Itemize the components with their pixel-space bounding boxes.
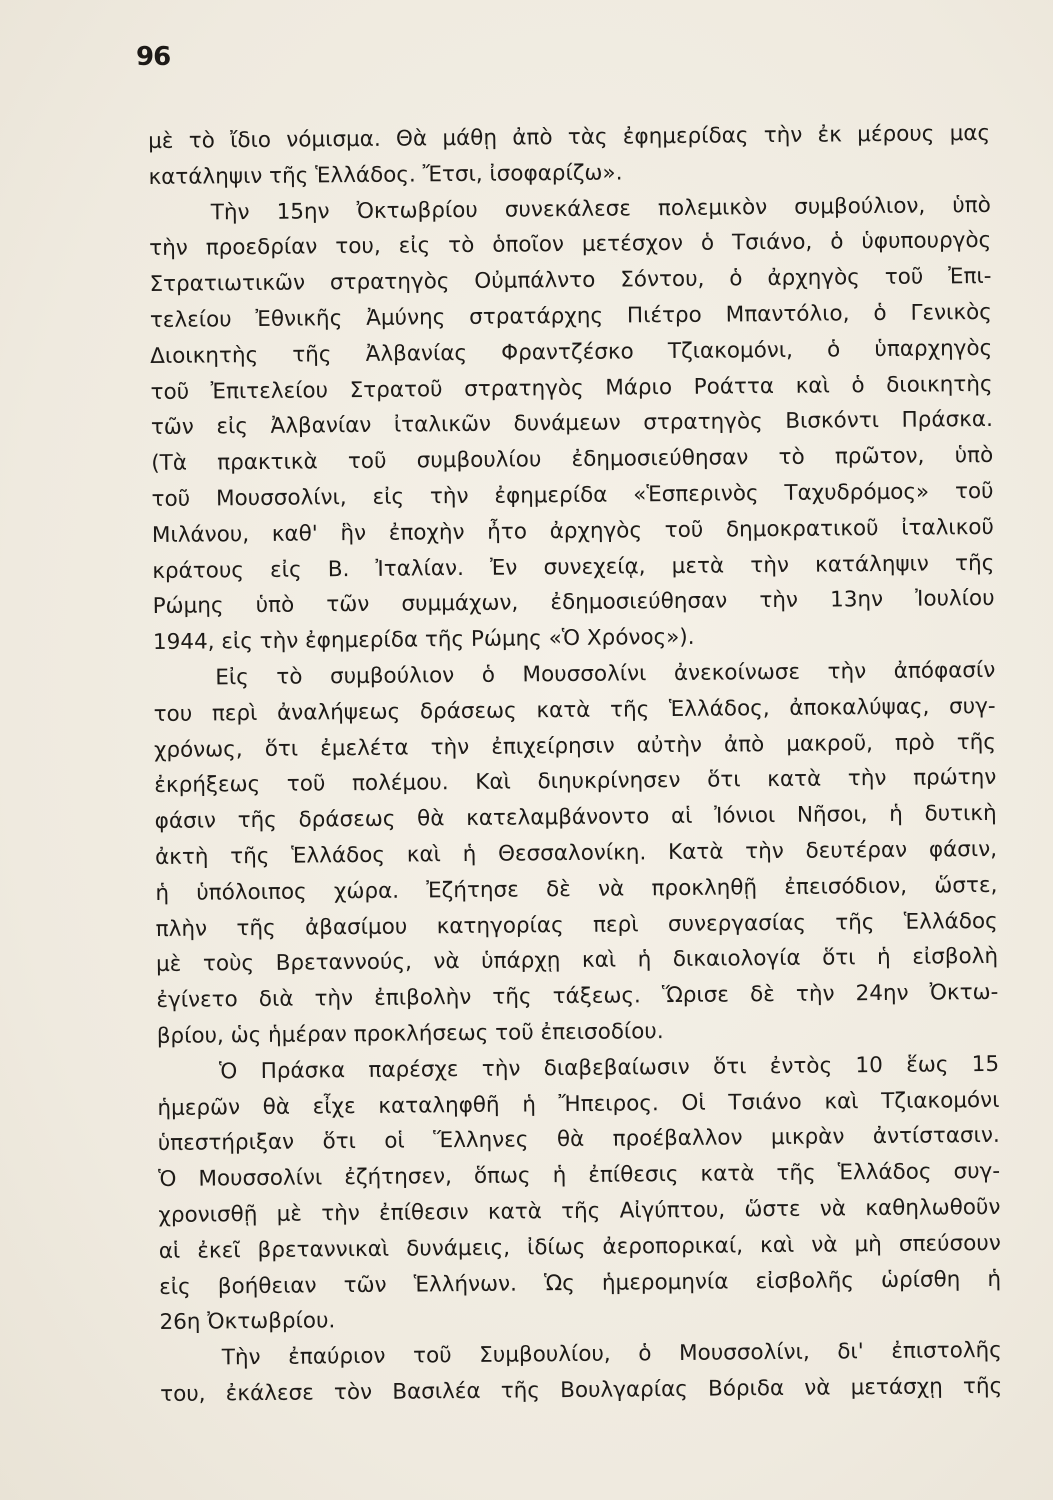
- text-line: Διοικητὴς τῆς Ἀλβανίας Φραντζέσκο Τζιακομόνι, ὁ ὑπαρχηγὸς: [150, 335, 993, 369]
- text-line: Μιλάνου, καθ' ἣν ἐποχὴν ἦτο ἀρχηγὸς τοῦ δημοκρατικοῦ ἰταλικοῦ: [151, 514, 995, 548]
- text-line: 26η Ὀκτωβρίου.: [159, 1308, 336, 1336]
- text-line: ἡ ὑπόλοιπος χώρα. Ἐζήτησε δὲ νὰ προκληθῇ ἐπεισόδιον, ὥστε,: [155, 872, 998, 906]
- text-line: χρονισθῇ μὲ τὴν ἐπίθεσιν κατὰ τῆς Αἰγύπτου, ὥστε νὰ καθηλωθοῦν: [158, 1194, 1001, 1228]
- text-line: (Τὰ πρακτικὰ τοῦ συμβουλίου ἐδημοσιεύθησαν τὸ πρῶτον, ὑπὸ: [151, 443, 994, 477]
- text-line: του, ἐκάλεσε τὸν Βασιλέα τῆς Βουλγαρίας Βόριδα νὰ μετάσχῃ τῆς: [160, 1373, 1003, 1407]
- text-line: αἱ ἐκεῖ βρεταννικαὶ δυνάμεις, ἰδίως ἀεροπορικαί, καὶ νὰ μὴ σπεύσουν: [158, 1230, 1001, 1264]
- text-line: βρίου, ὡς ἡμέραν προκλήσεως τοῦ ἐπεισοδίου.: [156, 1019, 664, 1049]
- text-line: ἐκρήξεως τοῦ πολέμου. Καὶ διηυκρίνησεν ὅτι κατὰ τὴν πρώτην: [154, 765, 997, 799]
- text-line: πλὴν τῆς ἀβασίμου κατηγορίας περὶ συνεργασίας τῆς Ἑλλάδος: [155, 908, 998, 942]
- text-line: ὑπεστήριξαν ὅτι οἱ Ἕλληνες θὰ προέβαλλον μικρὰν ἀντίστασιν.: [157, 1123, 1000, 1157]
- text-line: Ὁ Μουσσολίνι ἐζήτησεν, ὅπως ἡ ἐπίθεσις κατὰ τῆς Ἑλλάδος συγ-: [158, 1158, 1001, 1193]
- text-line: τῶν εἰς Ἀλβανίαν ἰταλικῶν δυνάμεων στρατηγὸς Βισκόντι Πράσκα.: [150, 407, 993, 441]
- text-line: του περὶ ἀναλήψεως δράσεως κατὰ τῆς Ἑλλάδος, ἀποκαλύψας, συγ-: [153, 693, 996, 727]
- text-line: εἰς βοήθειαν τῶν Ἑλλήνων. Ὡς ἡμερομηνία εἰσβολῆς ὡρίσθη ἡ: [159, 1266, 1002, 1300]
- text-line: Ὁ Πράσκα παρέσχε τὴν διαβεβαίωσιν ὅτι ἐντὸς 10 ἕως 15: [218, 1051, 1000, 1085]
- text-line: Ρώμης ὑπὸ τῶν συμμάχων, ἐδημοσιεύθησαν τὴν 13ην Ἰουλίου: [152, 586, 995, 620]
- text-line: ἀκτὴ τῆς Ἑλλάδος καὶ ἡ Θεσσαλονίκη. Κατὰ τὴν δευτέραν φάσιν,: [154, 836, 998, 870]
- text-line: τελείου Ἐθνικῆς Ἀμύνης στρατάρχης Πιέτρο Μπαντόλιο, ὁ Γενικὸς: [149, 299, 992, 333]
- text-line: κατάληψιν τῆς Ἑλλάδος. Ἔτσι, ἰσοφαρίζω».: [148, 160, 623, 190]
- text-line: μὲ τοὺς Βρεταννούς, νὰ ὑπάρχῃ καὶ ἡ δικαιολογία ὅτι ἡ εἰσβολὴ: [155, 944, 999, 978]
- text-line: φάσιν τῆς δράσεως θὰ κατελαμβάνοντο αἱ Ἰόνιοι Νῆσοι, ἡ δυτικὴ: [154, 801, 997, 835]
- text-line: μὲ τὸ ἴδιο νόμισμα. Θὰ μάθῃ ἀπὸ τὰς ἐφημερίδας τὴν ἐκ μέρους μας: [148, 120, 991, 154]
- text-line: Τὴν 15ην Ὀκτωβρίου συνεκάλεσε πολεμικὸν συμβούλιον, ὑπὸ: [210, 192, 991, 225]
- text-line: Εἰς τὸ συμβούλιον ὁ Μουσσολίνι ἀνεκοίνωσε τὴν ἀπόφασίν: [215, 657, 996, 691]
- body-text: [148, 116, 1002, 1413]
- text-line: ἐγίνετο διὰ τὴν ἐπιβολὴν τῆς τάξεως. Ὥρισε δὲ τὴν 24ην Ὀκτω-: [156, 980, 999, 1014]
- text-line: ἡμερῶν θὰ εἶχε καταληφθῆ ἡ Ἤπειρος. Οἱ Τσιάνο καὶ Τζιακομόνι: [157, 1087, 1000, 1121]
- text-line: τοῦ Ἐπιτελείου Στρατοῦ στρατηγὸς Μάριο Ροάττα καὶ ὁ διοικητὴς: [150, 371, 993, 405]
- page-number: 96: [136, 42, 171, 72]
- text-line: τοῦ Μουσσολίνι, εἰς τὴν ἐφημερίδα «Ἑσπερινὸς Ταχυδρόμος» τοῦ: [151, 478, 994, 512]
- text-line: κράτους εἰς Β. Ἰταλίαν. Ἐν συνεχείᾳ, μετὰ τὴν κατάληψιν τῆς: [152, 550, 995, 584]
- text-line: χρόνως, ὅτι ἐμελέτα τὴν ἐπιχείρησιν αὐτὴν ἀπὸ μακροῦ, πρὸ τῆς: [153, 729, 997, 763]
- text-line: τὴν προεδρίαν του, εἰς τὸ ὁποῖον μετέσχον ὁ Τσιάνο, ὁ ὑφυπουργὸς: [149, 228, 992, 262]
- text-line: 1944, εἰς τὴν ἐφημερίδα τῆς Ρώμης «Ὁ Χρόνος»).: [152, 624, 695, 656]
- text-line: Στρατιωτικῶν στρατηγὸς Οὐμπάλντο Σόντου, ὁ ἀρχηγὸς τοῦ Ἐπι-: [149, 264, 992, 298]
- text-line: Τὴν ἐπαύριον τοῦ Συμβουλίου, ὁ Μουσσολίνι, δι' ἐπιστολῆς: [221, 1337, 1002, 1371]
